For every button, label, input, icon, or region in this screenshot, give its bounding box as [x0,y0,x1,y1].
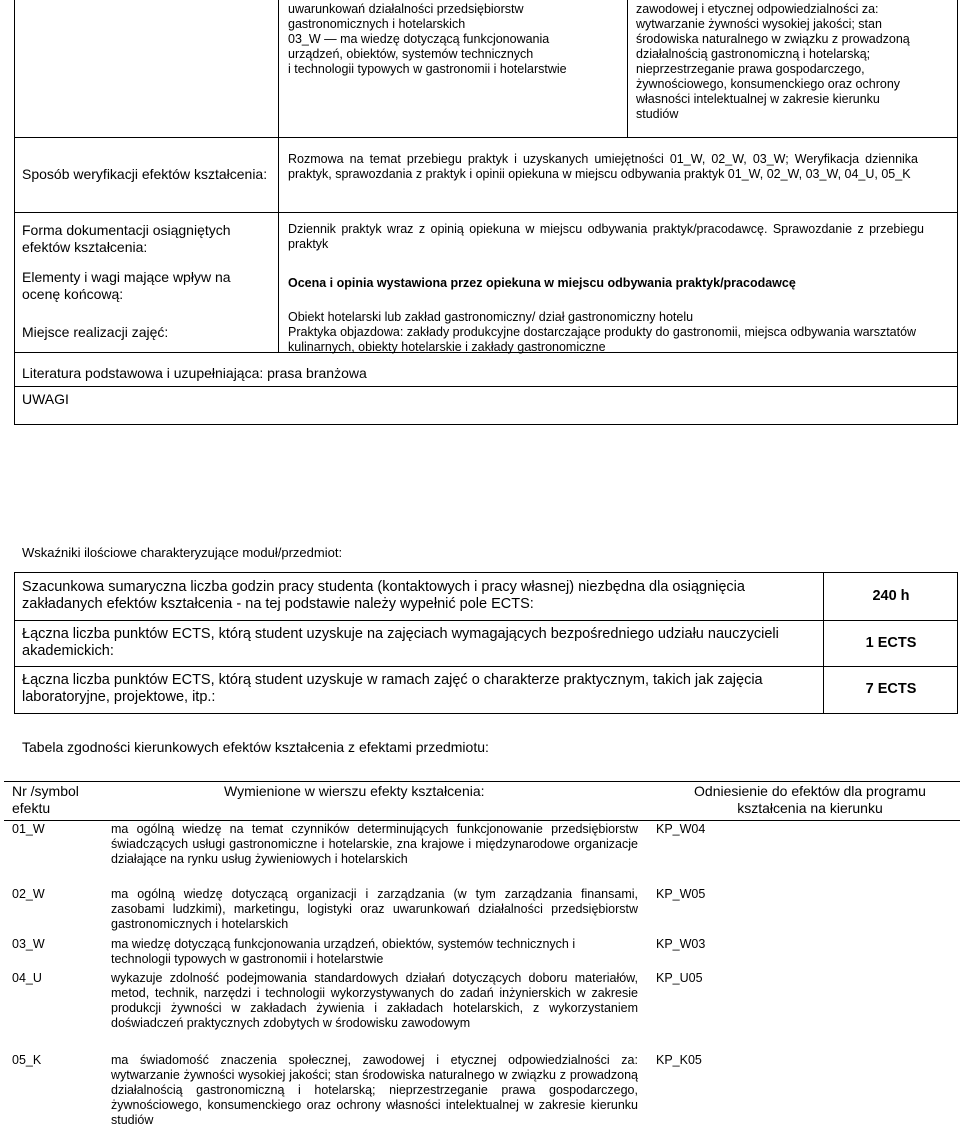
compliance-row-2-code: 02_W [12,887,45,901]
documentation-label: Forma dokumentacji osiągniętych efektów kształcenia: [22,222,231,255]
compliance-row-3-code: 03_W [12,937,45,951]
compliance-row-4-code: 04_U [12,971,42,985]
compliance-top-border [4,781,960,782]
compliance-row-4-ref: KP_U05 [656,971,703,985]
compliance-row-4-desc: wykazuje zdolność podejmowania standardowych działań dotyczących doboru materiałów, metod, technik, narzędzi i technologii wykorzystywanych do zadań inżynierskich w zakresie produkcji żywności w zakładach żywienia i zakładach hotelarskich, z wykorzystaniem doświadczeń praktycznych zdobytych w środowisku zawodowym [111,971,638,1030]
top-col-divider [278,0,279,352]
place-value: Obiekt hotelarski lub zakład gastronomiczny/ dział gastronomiczny hotelu Praktyka objazdowa: zakłady produkcyjne dostarczające produkty do gastronomii, miejsca odbywania warsztatów kulinarnych, obiekty hotelarskie i zakłady gastronomiczne [288,310,917,354]
compliance-heading: Tabela zgodności kierunkowych efektów kształcenia z efektami przedmiotu: [22,739,489,755]
compliance-header-border [4,820,960,821]
indicators-row-divider-2 [14,666,958,667]
documentation-value: Dziennik praktyk wraz z opinią opiekuna w miejscu odbywania praktyk/pracodawcę. Sprawozdanie z przebiegu praktyk [288,222,924,251]
compliance-row-2-ref: KP_W05 [656,887,706,901]
row-divider-1 [14,137,958,138]
indicator-row-3-label: Łączna liczba punktów ECTS, którą student uzyskuje w ramach zajęć o charakterze praktycznym, takich jak zajęcia laboratoryjne, projektowe, itp.: [22,672,763,705]
continuation-middle-text: uwarunkowań działalności przedsiębiorstw gastronomicznych i hotelarskich 03_W — ma wiedzę dotyczącą funkcjonowania urządzeń, obiektów, systemów technicznych i technologii typowych w gastronomii i hotelarstwie [288,2,567,76]
compliance-row-5-desc: ma świadomość znaczenia społecznej, zawodowej i etycznej odpowiedzialności za: wytwarzanie żywności wysokiej jakości; stan środowiska naturalnego w związku z prowadzoną działalnością gastronomiczną i hotelarską; nieprzestrzeganie prawa gospodarczego, żywnościowego, konsumenckiego oraz ochrony własności intelektualnej w zakresie kierunku studiów [111,1053,638,1127]
indicator-row-2-label: Łączna liczba punktów ECTS, którą student uzyskuje na zajęciach wymagających bezpośredniego udziału nauczycieli akademickich: [22,626,779,659]
compliance-col1-header: Nr /symbol efektu [12,783,79,816]
compliance-row-5-code: 05_K [12,1053,42,1067]
elements-value: Ocena i opinia wystawiona przez opiekuna w miejscu odbywania praktyk/pracodawcę [288,276,796,290]
literature-text: Literatura podstawowa i uzupełniająca: prasa branżowa [22,365,367,381]
compliance-row-1-code: 01_W [12,822,45,836]
indicators-heading: Wskaźniki ilościowe charakteryzujące moduł/przedmiot: [22,545,343,560]
compliance-col2-header: Wymienione w wierszu efekty kształcenia: [224,783,485,799]
verification-label: Sposób weryfikacji efektów kształcenia: [22,166,268,182]
indicators-row-divider-1 [14,620,958,621]
compliance-row-1-desc: ma ogólną wiedzę na temat czynników determinujących funkcjonowanie przedsiębiorstw świadczących usługi gastronomiczne i hotelarskie, zna krajowe i międzynarodowe organizacje działające na rynku usług żywieniowych i hotelarskich [111,822,638,866]
compliance-row-3-desc: ma wiedzę dotyczącą funkcjonowania urządzeń, obiektów, systemów technicznych i technologii typowych w gastronomii i hotelarstwie [111,937,576,966]
row-divider-4 [14,386,958,387]
top-col-divider-2 [627,0,628,137]
row-divider-2 [14,212,958,213]
elements-label: Elementy i wagi mające wpływ na ocenę końcową: [22,269,231,302]
compliance-row-5-ref: KP_K05 [656,1053,702,1067]
continuation-right-text: zawodowej i etycznej odpowiedzialności za: wytwarzanie żywności wysokiej jakości; stan środowiska naturalnego w związku z prowadzoną działalnością gastronomiczną i hotelarską; nieprzestrzeganie prawa gospodarczego, żywnościowego, konsumenckiego oraz ochrony własności intelektualnej w zakresie kierunku studiów [636,2,910,121]
compliance-row-3-ref: KP_W03 [656,937,706,951]
indicator-row-1-label: Szacunkowa sumaryczna liczba godzin pracy studenta (kontaktowych i pracy własnej) niezbędna dla osiągnięcia zakładanych efektów kształcenia - na tej podstawie należy wypełnić pole ECTS: [22,579,745,612]
indicator-row-2-value: 1 ECTS [865,635,917,651]
notes-label: UWAGI [22,391,69,407]
place-label: Miejsce realizacji zajęć: [22,324,169,340]
indicator-row-1-value: 240 h [872,588,910,604]
verification-value: Rozmowa na temat przebiegu praktyk i uzyskanych umiejętności 01_W, 02_W, 03_W; Weryfikacja dziennika praktyk, sprawozdania z praktyk i opinii opiekuna w miejscu odbywania praktyk 01_W, 02_W, 03_W, 04_U, 05_K [288,152,918,181]
indicator-row-3-value: 7 ECTS [865,681,917,697]
compliance-row-1-ref: KP_W04 [656,822,706,836]
compliance-row-2-desc: ma ogólną wiedzę dotyczącą organizacji i zarządzania (w tym zarządzania finansami, zasobami ludzkimi), marketingu, logistyki oraz uwarunkowań działalności przedsiębiorstw gastronomicznych i hotelarskich [111,887,638,931]
compliance-col3-header: Odniesienie do efektów dla programu kształcenia na kierunku [694,783,926,816]
